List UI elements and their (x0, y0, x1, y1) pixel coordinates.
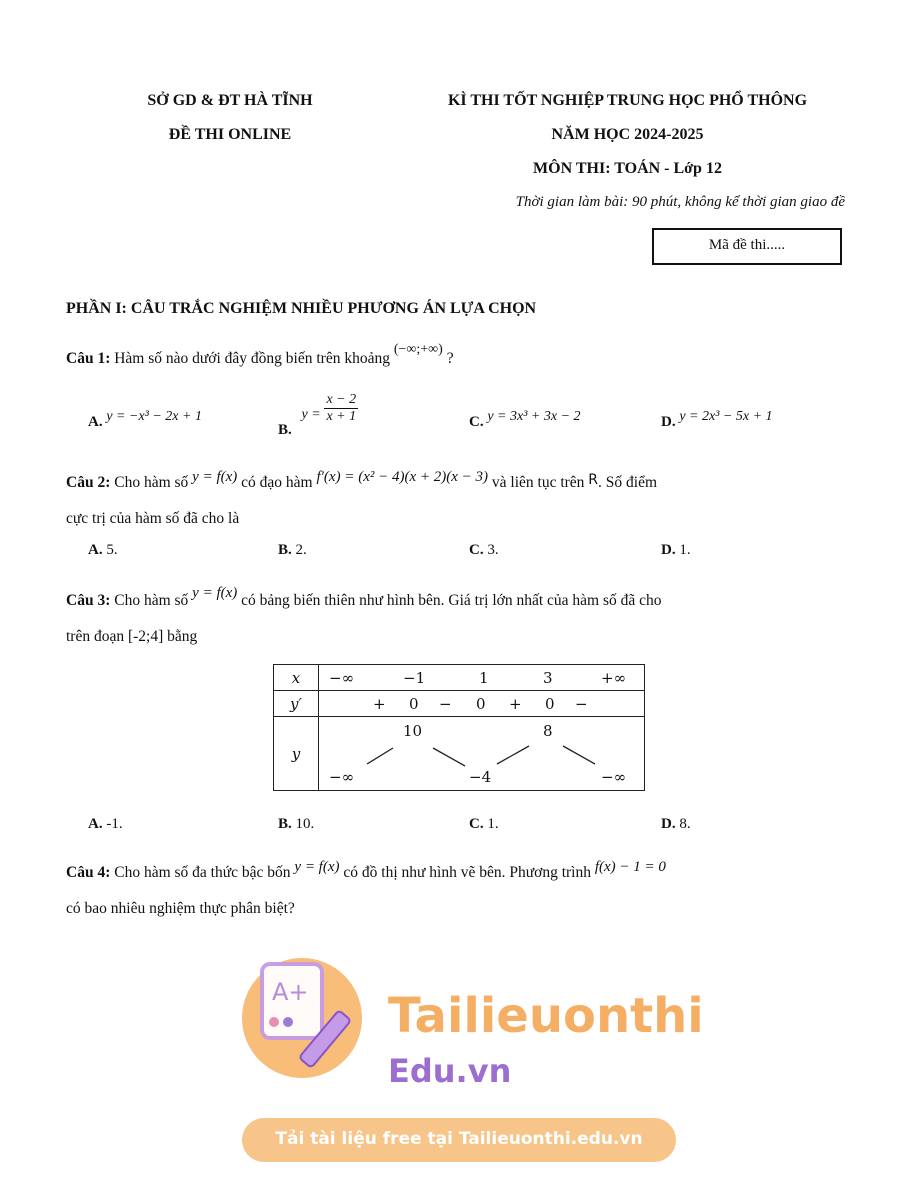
school-year: NĂM HỌC 2024-2025 (551, 126, 704, 143)
option-label: B. (278, 421, 292, 438)
option-label: A. (88, 414, 103, 430)
question-text: Cho hàm số (114, 592, 189, 609)
watermark-sub: Edu.vn (388, 1052, 512, 1090)
y-values-row (319, 717, 645, 791)
option-label: C. (469, 816, 484, 832)
x-value: −∞ (329, 668, 355, 687)
variation-table (273, 664, 645, 791)
x-value: 1 (479, 668, 489, 687)
x-values-row (319, 665, 645, 691)
option-value: 10. (295, 816, 315, 832)
option-value: 5. (106, 542, 118, 558)
y-value: −∞ (601, 767, 627, 786)
function: y = f(x) (294, 859, 340, 875)
y-value: −4 (469, 767, 492, 786)
watermark-brand: Tailieuonthi (388, 988, 704, 1044)
question-label: Câu 2: (66, 474, 111, 491)
q1-option-a[interactable] (88, 409, 202, 431)
interval: (−∞;+∞) (393, 342, 443, 357)
question-2 (66, 469, 866, 494)
question-3 (66, 585, 866, 612)
question-text: Cho hàm số (114, 474, 189, 491)
option-label: D. (661, 816, 676, 832)
school-name: SỞ GD & ĐT HÀ TĨNH (147, 92, 313, 109)
question-2-line2: cực trị của hàm số đã cho là (66, 510, 240, 527)
exam-type: ĐỀ THI ONLINE (168, 126, 292, 143)
question-text: Cho hàm số đa thức bậc bốn (114, 864, 291, 881)
option-value: -1. (106, 816, 123, 832)
function: y = f(x) (192, 469, 238, 485)
option-value: 1. (487, 816, 499, 832)
function: y = f(x) (192, 585, 238, 601)
option-label: B. (278, 542, 292, 558)
sign: − (439, 694, 452, 713)
tailieuonthi-logo-icon (222, 948, 392, 1098)
question-text: có bảng biến thiên như hình bên. Giá trị lớn nhất của hàm số đã cho (241, 592, 662, 609)
q2-option-a[interactable] (88, 542, 118, 559)
q2-option-c[interactable] (469, 542, 499, 559)
q3-option-b[interactable] (278, 816, 314, 833)
q3-option-a[interactable] (88, 816, 123, 833)
option-label: D. (661, 542, 676, 558)
x-value: +∞ (601, 668, 627, 687)
exam-title: KÌ THI TỐT NGHIỆP TRUNG HỌC PHỔ THÔNG (447, 92, 808, 109)
option-label: D. (661, 414, 676, 430)
sign: 0 (545, 694, 555, 713)
option-expr: y = (301, 406, 321, 422)
download-badge-text: Tải tài liệu free tại Tailieuonthi.edu.vn (275, 1129, 643, 1149)
question-text: có đạo hàm (241, 474, 313, 491)
option-expr: y = 2x³ − 5x + 1 (679, 409, 773, 424)
question-label: Câu 4: (66, 864, 111, 881)
subject: MÔN THI: TOÁN - Lớp 12 (533, 160, 722, 177)
question-3-line2: trên đoạn [-2;4] bằng (66, 628, 198, 645)
section-title: PHẦN I: CÂU TRẮC NGHIỆM NHIỀU PHƯƠNG ÁN LỰA CHỌN (66, 300, 537, 317)
option-label: B. (278, 816, 292, 832)
q3-option-d[interactable] (661, 816, 691, 833)
question-1 (66, 342, 866, 371)
y-value: 8 (543, 721, 553, 740)
q1-option-d[interactable] (661, 409, 773, 431)
fraction (324, 392, 358, 425)
option-value: 2. (295, 542, 307, 558)
sign: + (509, 694, 522, 713)
sign: 0 (409, 694, 419, 713)
question-text: Hàm số nào dưới đây đồng biến trên khoảng (114, 350, 390, 367)
real-set: R (588, 472, 599, 488)
question-text: có đồ thị như hình vẽ bên. Phương trình (343, 864, 591, 881)
option-value: 8. (679, 816, 691, 832)
y-value: 10 (403, 721, 423, 740)
option-label: A. (88, 542, 103, 558)
sign: − (575, 694, 588, 713)
question-text: . Số điểm (598, 474, 658, 491)
option-value: 3. (487, 542, 499, 558)
q1-option-b[interactable] (278, 392, 358, 438)
y-label: y (274, 717, 319, 791)
option-label: C. (469, 542, 484, 558)
sign: 0 (476, 694, 486, 713)
option-value: 1. (679, 542, 691, 558)
question-text: và liên tục trên (491, 474, 585, 491)
q3-option-c[interactable] (469, 816, 499, 833)
option-expr: y = 3x³ + 3x − 2 (487, 409, 581, 424)
question-4-line2: có bao nhiêu nghiệm thực phân biệt? (66, 900, 295, 917)
question-end: ? (446, 350, 454, 367)
question-label: Câu 3: (66, 592, 111, 609)
option-label: C. (469, 414, 484, 430)
q2-option-d[interactable] (661, 542, 691, 559)
y-value: −∞ (329, 767, 355, 786)
q1-option-c[interactable] (469, 409, 581, 431)
derivative: f′(x) = (x² − 4)(x + 2)(x − 3) (316, 469, 489, 485)
sign: + (373, 694, 386, 713)
q2-option-b[interactable] (278, 542, 307, 559)
option-expr: y = −x³ − 2x + 1 (106, 409, 202, 424)
fraction-numerator: x − 2 (326, 392, 357, 407)
equation: f(x) − 1 = 0 (594, 859, 666, 875)
option-label: A. (88, 816, 103, 832)
x-value: −1 (403, 668, 426, 687)
question-label: Câu 1: (66, 350, 111, 367)
x-value: 3 (543, 668, 553, 687)
time-note: Thời gian làm bài: 90 phút, không kể thời gian giao đề (515, 194, 845, 210)
question-4 (66, 859, 866, 884)
fraction-denominator: x + 1 (326, 409, 357, 424)
x-label: x (274, 665, 319, 691)
yprime-signs-row (319, 691, 645, 717)
svg-text:A+: A+ (272, 978, 309, 1006)
yprime-label: y′ (274, 691, 319, 717)
exam-code-box: Mã đề thi..... (652, 228, 842, 265)
